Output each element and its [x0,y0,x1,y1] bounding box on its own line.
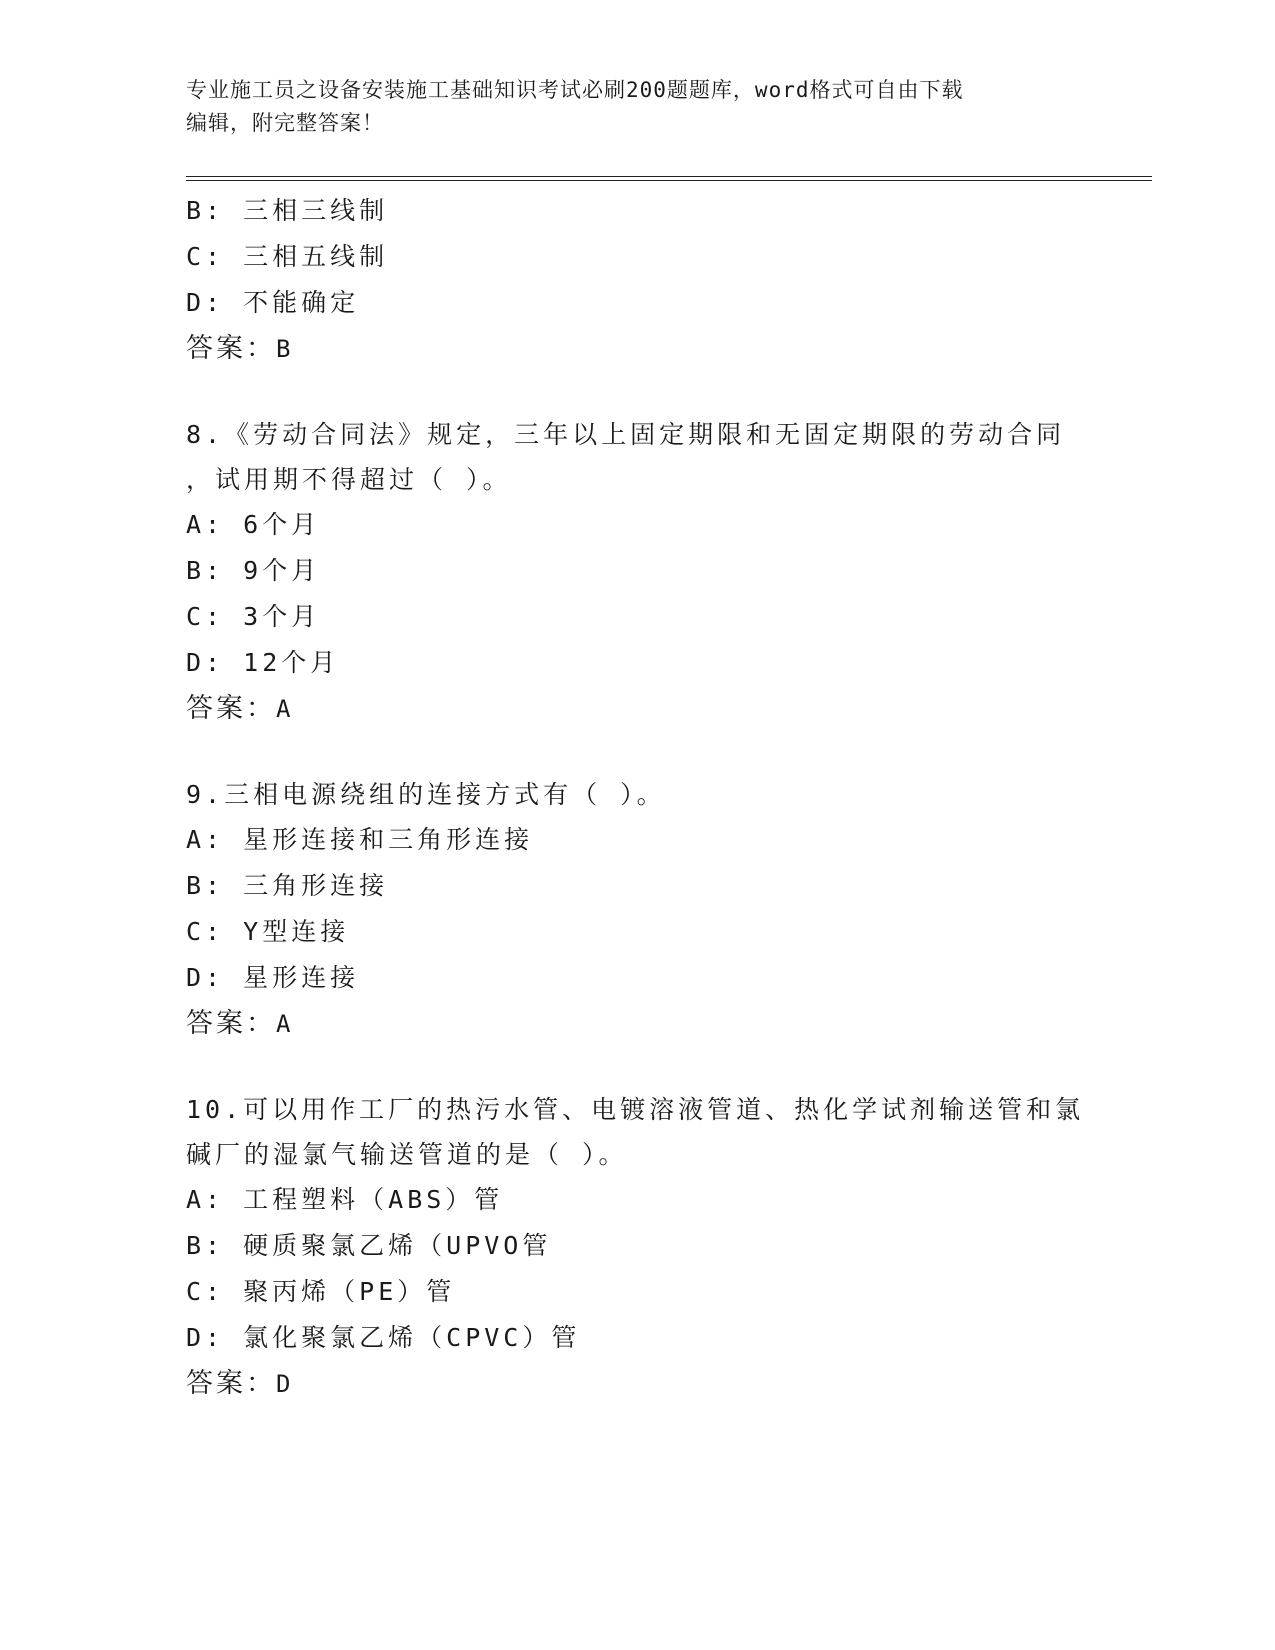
question-title-line-1: 10.可以用作工厂的热污水管、电镀溶液管道、热化学试剂输送管和氯 [186,1095,1085,1124]
answer-value: B [276,335,294,363]
option-c: C: 聚丙烯（PE）管 [186,1277,456,1306]
question-9 [186,772,1086,1047]
option-c: C: 三相五线制 [186,242,389,271]
option-d: D: 不能确定 [186,288,360,317]
question-title-line-1: 9.三相电源绕组的连接方式有（ ）。 [186,780,666,809]
option-d: D: 12个月 [186,648,340,677]
option-a: A: 星形连接和三角形连接 [186,825,534,854]
question-title-line-2: 碱厂的湿氯气输送管道的是（ ）。 [186,1140,628,1169]
document-header [186,74,1086,140]
answer-value: D [276,1370,294,1398]
header-line-2: 编辑，附完整答案！ [186,111,384,135]
question-7 [186,188,1086,372]
answer-value: A [276,695,294,723]
answer-line [186,686,1086,732]
option-a: A: 6个月 [186,510,321,539]
option-a: A: 工程塑料（ABS）管 [186,1185,504,1214]
option-b: B: 硬质聚氯乙烯（UPVO管 [186,1231,552,1260]
option-b: B: 三角形连接 [186,871,389,900]
header-double-rule [186,176,1152,181]
answer-line [186,1361,1086,1407]
answer-line [186,1001,1086,1047]
answer-label: 答案： [186,333,276,364]
question-list [186,188,1086,1407]
answer-value: A [276,1010,294,1038]
option-d: D: 星形连接 [186,963,360,992]
option-c: C: 3个月 [186,602,321,631]
answer-label: 答案： [186,1008,276,1039]
question-title-line-1: 8.《劳动合同法》规定，三年以上固定期限和无固定期限的劳动合同 [186,420,1066,449]
option-c: C: Y型连接 [186,917,350,946]
question-10 [186,1087,1086,1407]
option-b: B: 9个月 [186,556,321,585]
answer-label: 答案： [186,1368,276,1399]
header-line-1: 专业施工员之设备安装施工基础知识考试必刷200题题库，word格式可自由下载 [186,78,964,102]
answer-label: 答案： [186,693,276,724]
question-8 [186,412,1086,732]
option-b: B: 三相三线制 [186,196,389,225]
option-d: D: 氯化聚氯乙烯（CPVC）管 [186,1323,581,1352]
answer-line [186,326,1086,372]
question-title-line-2: ，试用期不得超过（ ）。 [186,465,512,494]
